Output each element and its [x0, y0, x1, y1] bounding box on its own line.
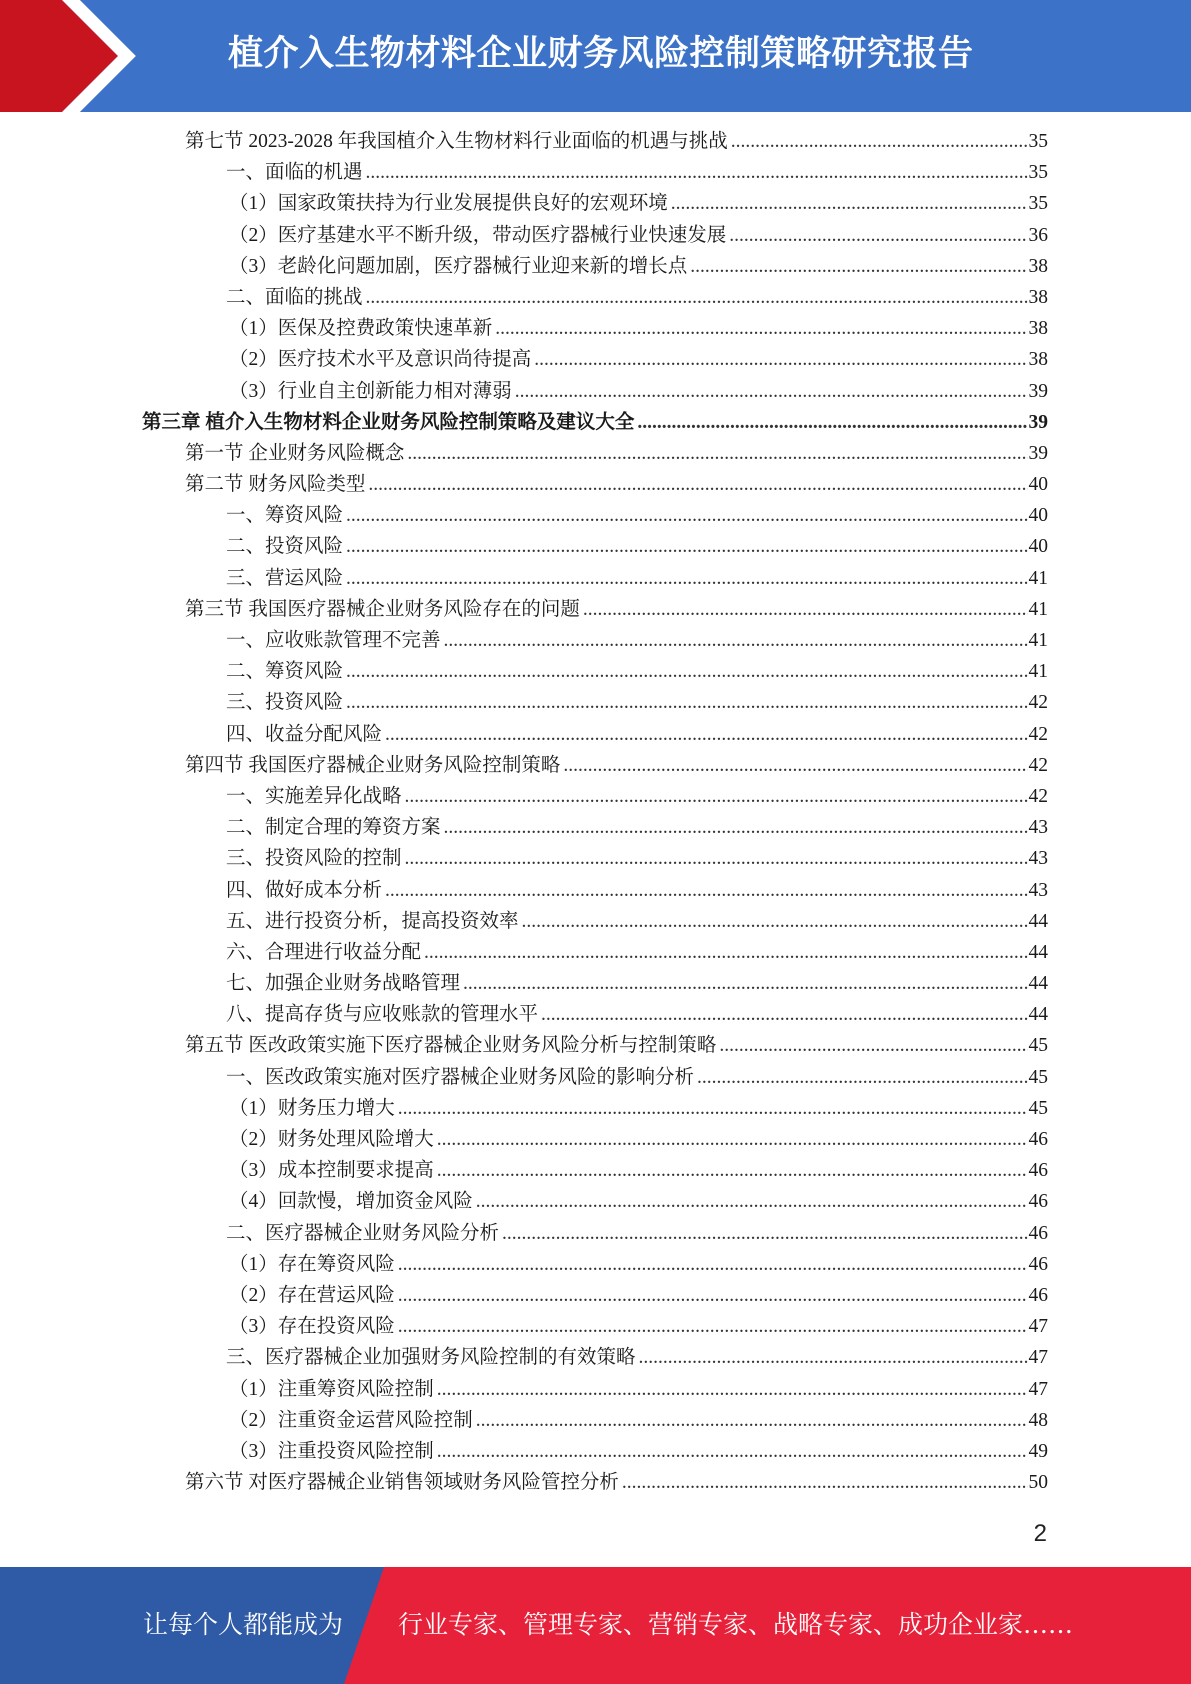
toc-entry[interactable]: [142, 1436, 1048, 1467]
toc-entry-page: 41: [1028, 630, 1048, 651]
toc-leader-dots: [690, 251, 1027, 282]
toc-entry[interactable]: [142, 1124, 1048, 1155]
toc-leader-dots: [622, 1467, 1028, 1498]
toc-entry[interactable]: [142, 344, 1048, 375]
toc-entry-page: 40: [1028, 505, 1048, 527]
toc-entry-title: 二、医疗器械企业财务风险分析: [226, 1222, 500, 1244]
page-number: 2: [1033, 1520, 1047, 1547]
toc-leader-dots: [444, 812, 1028, 843]
toc-entry[interactable]: [142, 906, 1048, 937]
toc-entry-page: 40: [1028, 536, 1048, 558]
toc-leader-dots: [671, 188, 1028, 219]
toc-entry-title: 一、实施差异化战略: [226, 785, 402, 807]
toc-entry[interactable]: [142, 500, 1048, 531]
toc-leader-dots: [534, 344, 1027, 375]
toc-entry[interactable]: [142, 563, 1048, 594]
toc-leader-dots: [346, 656, 1027, 687]
toc-entry-page: 35: [1028, 131, 1048, 152]
toc-entry-title: 二、投资风险: [226, 536, 344, 558]
toc-entry[interactable]: [142, 282, 1048, 313]
toc-entry-page: 50: [1028, 1472, 1048, 1494]
toc-entry-page: 41: [1028, 661, 1048, 683]
toc-entry-title: 四、收益分配风险: [226, 723, 383, 745]
toc-entry[interactable]: [142, 937, 1048, 968]
toc-entry-title: （2）财务处理风险增大: [229, 1129, 434, 1150]
toc-entry-page: 46: [1028, 1222, 1048, 1244]
toc-entry-page: 38: [1028, 286, 1048, 308]
toc-entry-title: 第七节 2023-2028 年我国植介入生物材料行业面临的机遇与挑战: [185, 131, 728, 152]
footer-slogan-right: 行业专家、管理专家、营销专家、战略专家、成功企业家……: [398, 1610, 1074, 1639]
toc-entry-page: 42: [1028, 754, 1048, 776]
toc-entry[interactable]: [142, 875, 1048, 906]
toc-entry[interactable]: [142, 968, 1048, 999]
toc-entry-title: （2）注重资金运营风险控制: [229, 1409, 473, 1431]
toc-entry-page: 46: [1028, 1253, 1048, 1275]
toc-entry[interactable]: [142, 220, 1048, 251]
toc-leader-dots: [437, 1124, 1028, 1155]
page-header: [0, 0, 1191, 112]
toc-leader-dots: [637, 407, 1027, 438]
toc-leader-dots: [424, 937, 1027, 968]
toc-leader-dots: [583, 594, 1028, 625]
toc-leader-dots: [405, 781, 1028, 812]
toc-leader-dots: [368, 469, 1027, 500]
toc-entry-title: 第六节 对医疗器械企业销售领域财务风险管控分析: [185, 1472, 619, 1494]
toc-leader-dots: [515, 376, 1028, 407]
toc-entry[interactable]: [142, 999, 1048, 1030]
toc-entry[interactable]: [142, 407, 1048, 438]
toc-leader-dots: [385, 719, 1027, 750]
toc-leader-dots: [346, 563, 1027, 594]
toc-leader-dots: [697, 1062, 1027, 1093]
toc-entry[interactable]: [142, 1186, 1048, 1217]
toc-entry-title: 七、加强企业财务战略管理: [226, 973, 461, 995]
toc-entry[interactable]: [142, 750, 1048, 781]
toc-leader-dots: [729, 220, 1027, 251]
toc-entry-title: 第五节 医改政策实施下医疗器械企业财务风险分析与控制策略: [185, 1035, 717, 1057]
toc-entry-page: 45: [1028, 1066, 1048, 1088]
toc-entry-title: 五、进行投资分析，提高投资效率: [226, 910, 519, 932]
toc-entry-page: 35: [1028, 193, 1048, 215]
toc-entry[interactable]: [142, 1030, 1048, 1061]
toc-entry-title: 第二节 财务风险类型: [185, 474, 366, 496]
toc-entry-title: （3）成本控制要求提高: [229, 1160, 434, 1182]
toc-entry[interactable]: [142, 1405, 1048, 1436]
toc-entry[interactable]: [142, 1280, 1048, 1311]
toc-entry[interactable]: [142, 594, 1048, 625]
toc-entry-title: 八、提高存货与应收账款的管理水平: [226, 1004, 539, 1026]
toc-leader-dots: [366, 282, 1028, 313]
toc-entry-title: 一、医改政策实施对医疗器械企业财务风险的影响分析: [226, 1066, 695, 1088]
toc-entry-title: 二、面临的挑战: [226, 286, 363, 308]
toc-leader-dots: [444, 625, 1028, 656]
toc-leader-dots: [398, 1311, 1028, 1342]
toc-entry-title: 四、做好成本分析: [226, 879, 383, 901]
toc-leader-dots: [385, 875, 1027, 906]
toc-entry[interactable]: [142, 1249, 1048, 1280]
toc-entry-page: 46: [1028, 1191, 1048, 1213]
toc-entry[interactable]: [142, 469, 1048, 500]
toc-entry-page: 36: [1028, 224, 1048, 246]
toc-entry[interactable]: [142, 251, 1048, 282]
toc-leader-dots: [398, 1249, 1028, 1280]
toc-entry-page: 49: [1028, 1440, 1048, 1462]
toc-entry-title: （3）存在投资风险: [229, 1316, 395, 1338]
toc-leader-dots: [639, 1342, 1028, 1373]
toc-entry[interactable]: [142, 313, 1048, 344]
toc-leader-dots: [541, 999, 1027, 1030]
toc-entry-page: 42: [1028, 785, 1048, 807]
toc-entry-page: 40: [1028, 474, 1048, 496]
toc-leader-dots: [398, 1280, 1028, 1311]
toc-leader-dots: [502, 1218, 1027, 1249]
toc-entry-page: 41: [1028, 567, 1048, 589]
toc-entry-title: 第三章 植介入生物材料企业财务风险控制策略及建议大全: [142, 411, 635, 433]
toc-entry-title: 六、合理进行收益分配: [226, 941, 422, 963]
toc-entry-page: 47: [1028, 1347, 1048, 1369]
toc-leader-dots: [366, 157, 1028, 188]
toc-entry-title: 第三节 我国医疗器械企业财务风险存在的问题: [185, 598, 580, 620]
toc-entry[interactable]: [142, 1467, 1048, 1498]
toc-entry[interactable]: [142, 719, 1048, 750]
toc-entry[interactable]: [142, 781, 1048, 812]
toc-entry-title: （2）医疗基建水平不断升级，带动医疗器械行业快速发展: [229, 224, 727, 246]
toc-leader-dots: [407, 438, 1027, 469]
toc-entry-page: 38: [1028, 349, 1048, 371]
toc-entry-page: 43: [1028, 879, 1048, 901]
toc-entry-page: 42: [1028, 723, 1048, 745]
toc-leader-dots: [346, 500, 1027, 531]
toc-leader-dots: [405, 843, 1028, 874]
toc-leader-dots: [437, 1155, 1028, 1186]
toc-entry-title: （3）注重投资风险控制: [229, 1440, 434, 1462]
toc-leader-dots: [495, 313, 1027, 344]
toc-entry[interactable]: [142, 843, 1048, 874]
toc-entry-title: （1）注重筹资风险控制: [229, 1378, 434, 1400]
toc-entry-page: 41: [1028, 598, 1048, 620]
toc-entry-title: 三、投资风险的控制: [226, 848, 402, 870]
toc-entry-title: （1）国家政策扶持为行业发展提供良好的宏观环境: [229, 193, 668, 215]
page-footer: [0, 1567, 1191, 1684]
toc-entry-title: 第一节 企业财务风险概念: [185, 442, 405, 464]
toc-leader-dots: [437, 1374, 1028, 1405]
toc-entry-page: 38: [1028, 318, 1048, 340]
toc-entry[interactable]: [142, 376, 1048, 407]
toc-entry-title: 三、投资风险: [226, 692, 344, 714]
toc-entry-title: 三、医疗器械企业加强财务风险控制的有效策略: [226, 1347, 636, 1369]
toc-entry-page: 48: [1028, 1409, 1048, 1431]
toc-entry-page: 44: [1028, 973, 1048, 995]
toc-entry-page: 45: [1028, 1097, 1048, 1119]
toc-entry-title: （1）存在筹资风险: [229, 1253, 395, 1275]
toc-entry-title: （1）医保及控费政策快速革新: [229, 318, 493, 340]
toc-entry-title: 二、筹资风险: [226, 661, 344, 683]
toc-entry[interactable]: [142, 1374, 1048, 1405]
toc-entry[interactable]: [142, 438, 1048, 469]
toc-entry-page: 43: [1028, 848, 1048, 870]
toc-entry-page: 47: [1028, 1316, 1048, 1338]
document-title: 植介入生物材料企业财务风险控制策略研究报告: [228, 34, 974, 74]
toc-leader-dots: [476, 1186, 1028, 1217]
toc-entry[interactable]: [142, 1342, 1048, 1373]
toc-entry[interactable]: [142, 625, 1048, 656]
toc-entry-page: 35: [1028, 162, 1048, 184]
toc-entry-page: 42: [1028, 692, 1048, 714]
toc-entry-page: 44: [1028, 941, 1048, 963]
toc-entry-page: 39: [1028, 380, 1048, 402]
toc-entry-page: 44: [1028, 910, 1048, 932]
toc-leader-dots: [731, 126, 1028, 157]
toc-leader-dots: [398, 1093, 1028, 1124]
toc-entry[interactable]: [142, 1062, 1048, 1093]
toc-entry-page: 38: [1028, 255, 1048, 277]
toc-entry[interactable]: [142, 1311, 1048, 1342]
toc-entry-title: （1）财务压力增大: [229, 1097, 395, 1119]
toc-entry-title: 一、面临的机遇: [226, 162, 363, 184]
toc-entry-title: 三、营运风险: [226, 567, 344, 589]
toc-entry-title: 一、筹资风险: [226, 505, 344, 527]
toc-entry-title: （2）存在营运风险: [229, 1284, 395, 1306]
toc-leader-dots: [437, 1436, 1028, 1467]
toc-entry-title: 二、制定合理的筹资方案: [226, 817, 441, 839]
toc-entry[interactable]: [142, 656, 1048, 687]
toc-leader-dots: [563, 750, 1027, 781]
toc-leader-dots: [346, 687, 1027, 718]
toc-entry-title: （4）回款慢，增加资金风险: [229, 1191, 473, 1213]
toc-entry[interactable]: [142, 687, 1048, 718]
toc-leader-dots: [476, 1405, 1028, 1436]
table-of-contents: [142, 126, 1048, 1498]
toc-leader-dots: [463, 968, 1027, 999]
toc-entry-title: 一、应收账款管理不完善: [226, 630, 441, 651]
toc-entry-title: （2）医疗技术水平及意识尚待提高: [229, 349, 532, 371]
toc-entry[interactable]: [142, 188, 1048, 219]
toc-entry-page: 44: [1028, 1004, 1048, 1026]
toc-entry[interactable]: [142, 1218, 1048, 1249]
toc-entry[interactable]: [142, 1093, 1048, 1124]
toc-entry-page: 39: [1028, 411, 1048, 433]
footer-slogan-left: 让每个人都能成为: [143, 1610, 344, 1639]
toc-entry-page: 46: [1028, 1160, 1048, 1182]
toc-leader-dots: [719, 1030, 1027, 1061]
toc-entry-page: 39: [1028, 442, 1048, 464]
toc-entry[interactable]: [142, 812, 1048, 843]
toc-entry[interactable]: [142, 1155, 1048, 1186]
toc-entry-page: 45: [1028, 1035, 1048, 1057]
toc-leader-dots: [346, 531, 1027, 562]
toc-entry[interactable]: [142, 126, 1048, 157]
toc-leader-dots: [522, 906, 1028, 937]
toc-entry[interactable]: [142, 531, 1048, 562]
toc-entry-title: （3）行业自主创新能力相对薄弱: [229, 380, 512, 402]
toc-entry-title: 第四节 我国医疗器械企业财务风险控制策略: [185, 754, 561, 776]
toc-entry-page: 46: [1028, 1129, 1048, 1150]
toc-entry-title: （3）老龄化问题加剧，医疗器械行业迎来新的增长点: [229, 255, 688, 277]
toc-entry-page: 47: [1028, 1378, 1048, 1400]
toc-entry-page: 43: [1028, 817, 1048, 839]
toc-entry[interactable]: [142, 157, 1048, 188]
header-arrow-decoration: [0, 0, 160, 112]
toc-entry-page: 46: [1028, 1284, 1048, 1306]
